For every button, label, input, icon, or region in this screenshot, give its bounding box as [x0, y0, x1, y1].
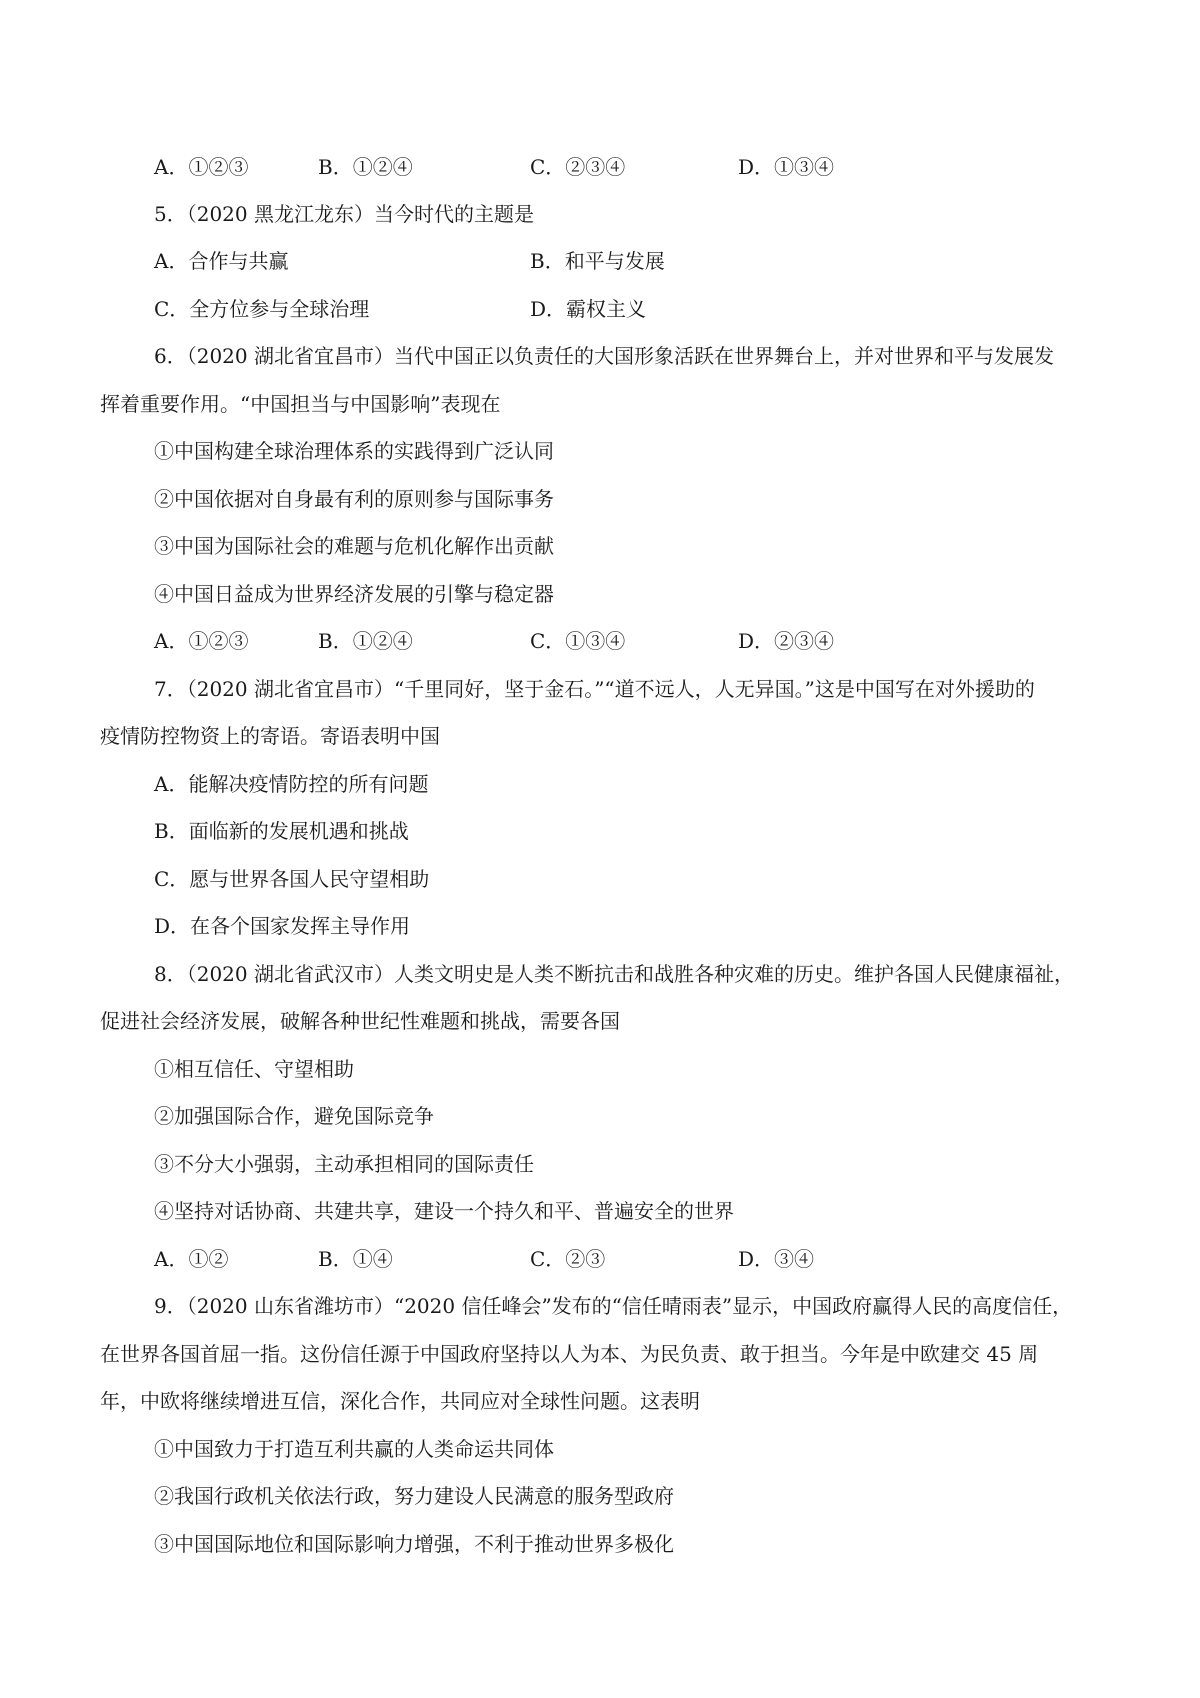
q5-option-c[interactable]: C．全方位参与全球治理 [154, 297, 370, 321]
q4-option-c[interactable]: C．②③④ [530, 155, 626, 179]
q6-statement-3: ③中国为国际社会的难题与危机化解作出贡献 [154, 534, 554, 558]
q7-option-d[interactable]: D．在各个国家发挥主导作用 [154, 914, 411, 938]
q8-option-d[interactable]: D．③④ [738, 1247, 815, 1271]
q9-statement-2: ②我国行政机关依法行政，努力建设人民满意的服务型政府 [154, 1484, 674, 1508]
q6-option-d[interactable]: D．②③④ [738, 629, 835, 653]
q7-option-c[interactable]: C．愿与世界各国人民守望相助 [154, 867, 430, 891]
q7-option-a[interactable]: A．能解决疫情防控的所有问题 [154, 772, 429, 796]
q8-option-a[interactable]: A．①② [154, 1247, 229, 1271]
q4-option-a[interactable]: A．①②③ [154, 155, 249, 179]
q4-option-b[interactable]: B．①②④ [318, 155, 413, 179]
q7-stem-line-1: 7．（2020 湖北省宜昌市）“千里同好，坚于金石。”“道不远人，人无异国。”这是中国写在对外援助的 [154, 677, 1035, 701]
q6-statement-2: ②中国依据对自身最有利的原则参与国际事务 [154, 487, 554, 511]
q8-option-b[interactable]: B．①④ [318, 1247, 393, 1271]
q7-stem-line-2: 疫情防控物资上的寄语。寄语表明中国 [100, 724, 440, 748]
q6-option-b[interactable]: B．①②④ [318, 629, 413, 653]
q6-stem-line-1: 6．（2020 湖北省宜昌市）当代中国正以负责任的大国形象活跃在世界舞台上，并对世界和平与发展发 [154, 344, 1054, 368]
q9-statement-3: ③中国国际地位和国际影响力增强，不利于推动世界多极化 [154, 1532, 674, 1556]
q9-stem-line-3: 年，中欧将继续增进互信，深化合作，共同应对全球性问题。这表明 [100, 1389, 700, 1413]
q6-statement-4: ④中国日益成为世界经济发展的引擎与稳定器 [154, 582, 554, 606]
q9-stem-line-1: 9．（2020 山东省潍坊市）“2020 信任峰会”发布的“信任晴雨表”显示，中国政府赢得人民的高度信任， [154, 1294, 1073, 1318]
q5-option-d[interactable]: D．霸权主义 [530, 297, 647, 321]
q8-statement-2: ②加强国际合作，避免国际竞争 [154, 1104, 434, 1128]
q7-option-b[interactable]: B．面临新的发展机遇和挑战 [154, 819, 409, 843]
q5-option-b[interactable]: B．和平与发展 [530, 249, 665, 273]
q8-statement-3: ③不分大小强弱，主动承担相同的国际责任 [154, 1152, 534, 1176]
q9-stem-line-2: 在世界各国首屈一指。这份信任源于中国政府坚持以人为本、为民负责、敢于担当。今年是中欧建交 45 周 [100, 1342, 1039, 1366]
q4-option-d[interactable]: D．①③④ [738, 155, 835, 179]
q8-stem-line-1: 8．（2020 湖北省武汉市）人类文明史是人类不断抗击和战胜各种灾难的历史。维护各国人民健康福祉， [154, 962, 1074, 986]
q8-stem-line-2: 促进社会经济发展，破解各种世纪性难题和挑战，需要各国 [100, 1009, 620, 1033]
q5-option-a[interactable]: A．合作与共赢 [154, 249, 289, 273]
q6-option-a[interactable]: A．①②③ [154, 629, 249, 653]
q6-stem-line-2: 挥着重要作用。“中国担当与中国影响”表现在 [100, 392, 501, 416]
q6-statement-1: ①中国构建全球治理体系的实践得到广泛认同 [154, 439, 554, 463]
q8-statement-4: ④坚持对话协商、共建共享，建设一个持久和平、普遍安全的世界 [154, 1199, 734, 1223]
q9-statement-1: ①中国致力于打造互利共赢的人类命运共同体 [154, 1437, 554, 1461]
q8-statement-1: ①相互信任、守望相助 [154, 1057, 354, 1081]
q6-option-c[interactable]: C．①③④ [530, 629, 626, 653]
q8-option-c[interactable]: C．②③ [530, 1247, 606, 1271]
q5-stem: 5．（2020 黑龙江龙东）当今时代的主题是 [154, 202, 534, 226]
